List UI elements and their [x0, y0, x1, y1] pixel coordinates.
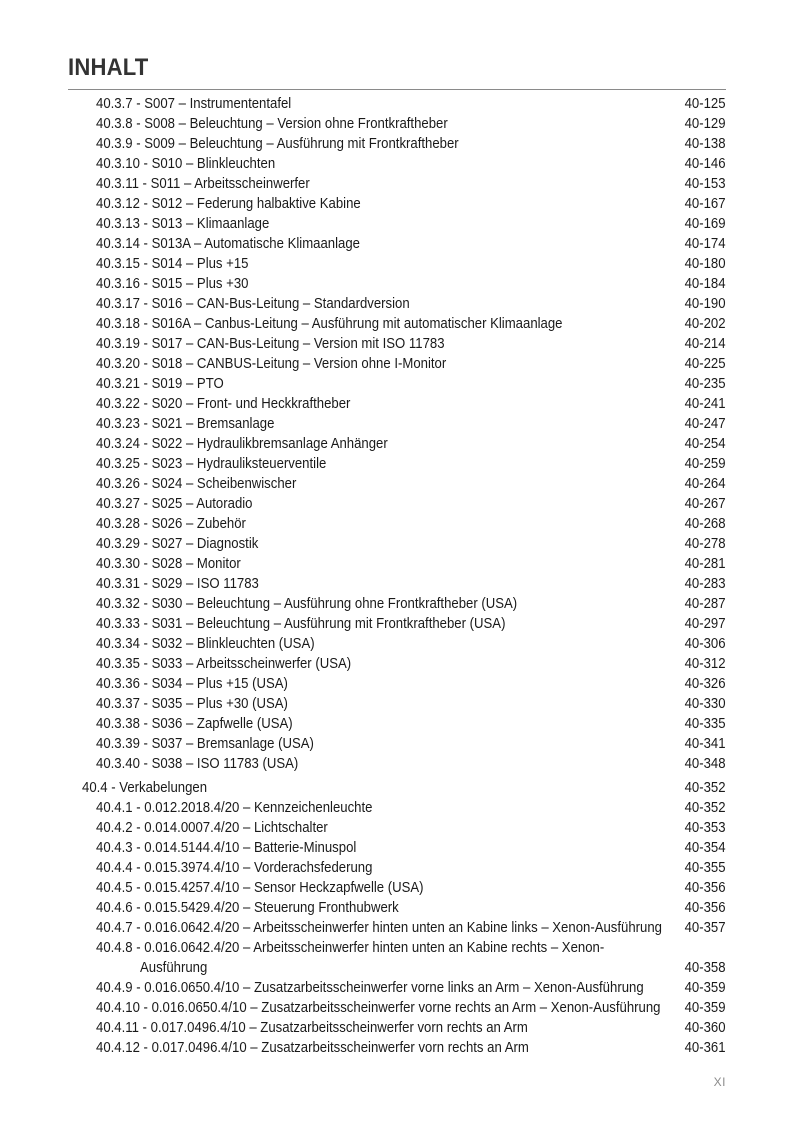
- toc-entry-title: 40.3.37 - S035 – Plus +30 (USA): [96, 696, 288, 712]
- toc-entry[interactable]: [0, 174, 794, 194]
- toc-entry[interactable]: [0, 214, 794, 234]
- toc-entry[interactable]: [0, 878, 794, 898]
- toc-entry-title: 40.3.34 - S032 – Blinkleuchten (USA): [96, 636, 315, 652]
- toc-entry-page: 40-353: [685, 820, 726, 836]
- toc-entry[interactable]: [0, 354, 794, 374]
- toc-entry-page: 40-202: [685, 316, 726, 332]
- toc-entry[interactable]: [0, 494, 794, 514]
- toc-entry[interactable]: [0, 674, 794, 694]
- toc-entry[interactable]: [0, 734, 794, 754]
- title-divider: [68, 89, 726, 90]
- toc-entry-title: 40.4.8 - 0.016.0642.4/20 – Arbeitsscheinwerfer hinten unten an Kabine rechts – Xenon-: [96, 940, 605, 956]
- toc-entry-page: 40-174: [685, 236, 726, 252]
- toc-entry-title: 40.3.28 - S026 – Zubehör: [96, 516, 246, 532]
- toc-entry-page: 40-356: [685, 880, 726, 896]
- toc-entry-title: 40.3.13 - S013 – Klimaanlage: [96, 216, 270, 232]
- toc-entry[interactable]: [0, 254, 794, 274]
- toc-entry[interactable]: [0, 754, 794, 774]
- toc-entry-page: 40-283: [685, 576, 726, 592]
- toc-entry[interactable]: [0, 1038, 794, 1058]
- toc-entry[interactable]: [0, 314, 794, 334]
- toc-entry[interactable]: [0, 194, 794, 214]
- toc-entry[interactable]: [0, 574, 794, 594]
- toc-entry-title: 40.3.29 - S027 – Diagnostik: [96, 536, 259, 552]
- toc-entry[interactable]: [0, 394, 794, 414]
- toc-entry-title: 40.4.5 - 0.015.4257.4/10 – Sensor Heckzapfwelle (USA): [96, 880, 424, 896]
- toc-entry-page: 40-352: [685, 780, 726, 796]
- toc-entry[interactable]: [0, 334, 794, 354]
- toc-entry[interactable]: [0, 554, 794, 574]
- toc-entry-title: 40.3.16 - S015 – Plus +30: [96, 276, 249, 292]
- toc-entry-page: 40-361: [685, 1040, 726, 1056]
- toc-entry[interactable]: [0, 374, 794, 394]
- toc-entry[interactable]: [0, 838, 794, 858]
- toc-entry-title: 40.4 - Verkabelungen: [82, 780, 208, 796]
- toc-entry-title: 40.3.40 - S038 – ISO 11783 (USA): [96, 756, 299, 772]
- toc-entry[interactable]: [0, 534, 794, 554]
- toc-entry-title: 40.3.19 - S017 – CAN-Bus-Leitung – Version mit ISO 11783: [96, 336, 445, 352]
- toc-entry[interactable]: [0, 514, 794, 534]
- toc-entry-page: 40-306: [685, 636, 726, 652]
- toc-entry-title: 40.4.7 - 0.016.0642.4/20 – Arbeitsscheinwerfer hinten unten an Kabine links – Xenon-Ausführung: [96, 920, 662, 936]
- toc-entry-title: 40.4.10 - 0.016.0650.4/10 – Zusatzarbeitsscheinwerfer vorne rechts an Arm – Xenon-Ausführung: [96, 1000, 661, 1016]
- toc-entry-page: 40-335: [685, 716, 726, 732]
- toc-entry-title: 40.3.22 - S020 – Front- und Heckkraftheber: [96, 396, 351, 412]
- toc-entry-page: 40-278: [685, 536, 726, 552]
- toc-entry-title: 40.3.25 - S023 – Hydrauliksteuerventile: [96, 456, 327, 472]
- toc-entry[interactable]: [0, 858, 794, 878]
- toc-entry[interactable]: [0, 918, 794, 938]
- toc-entry[interactable]: [0, 694, 794, 714]
- toc-entry-title: 40.4.11 - 0.017.0496.4/10 – Zusatzarbeitsscheinwerfer vorn rechts an Arm: [96, 1020, 528, 1036]
- toc-entry-page: 40-169: [685, 216, 726, 232]
- toc-entry-title: 40.3.14 - S013A – Automatische Klimaanlage: [96, 236, 360, 252]
- toc-entry-page: 40-241: [685, 396, 726, 412]
- toc-entry-title: 40.3.32 - S030 – Beleuchtung – Ausführung ohne Frontkraftheber (USA): [96, 596, 518, 612]
- toc-entry[interactable]: [0, 654, 794, 674]
- toc-entry-page: 40-167: [685, 196, 726, 212]
- toc-entry-title: 40.3.11 - S011 – Arbeitsscheinwerfer: [96, 176, 310, 192]
- toc-entry-page: 40-312: [685, 656, 726, 672]
- toc-entry[interactable]: [0, 434, 794, 454]
- toc-entry-page: 40-247: [685, 416, 726, 432]
- toc-entry[interactable]: [0, 898, 794, 918]
- toc-entry[interactable]: [0, 594, 794, 614]
- toc-entry-title: 40.3.7 - S007 – Instrumententafel: [96, 96, 292, 112]
- toc-entry-page: 40-358: [685, 960, 726, 976]
- toc-entry-title: 40.4.3 - 0.014.5144.4/10 – Batterie-Minuspol: [96, 840, 357, 856]
- toc-entry-title: 40.3.9 - S009 – Beleuchtung – Ausführung mit Frontkraftheber: [96, 136, 459, 152]
- toc-entry[interactable]: [0, 634, 794, 654]
- toc-entry-page: 40-348: [685, 756, 726, 772]
- toc-entry-title: 40.3.23 - S021 – Bremsanlage: [96, 416, 275, 432]
- toc-entry-title: 40.4.12 - 0.017.0496.4/10 – Zusatzarbeitsscheinwerfer vorn rechts an Arm: [96, 1040, 529, 1056]
- toc-entry-page: 40-354: [685, 840, 726, 856]
- toc-entry-page: 40-352: [685, 800, 726, 816]
- toc-entry-page: 40-153: [685, 176, 726, 192]
- toc-entry-title: 40.4.6 - 0.015.5429.4/20 – Steuerung Fronthubwerk: [96, 900, 399, 916]
- toc-entry-page: 40-267: [685, 496, 726, 512]
- toc-entry-page: 40-326: [685, 676, 726, 692]
- toc-entry-title: 40.3.8 - S008 – Beleuchtung – Version ohne Frontkraftheber: [96, 116, 448, 132]
- toc-entry-title: 40.3.17 - S016 – CAN-Bus-Leitung – Standardversion: [96, 296, 410, 312]
- toc-entry[interactable]: [0, 978, 794, 998]
- toc-entry-page: 40-125: [685, 96, 726, 112]
- toc-entry[interactable]: [0, 294, 794, 314]
- toc-entry-title: 40.4.1 - 0.012.2018.4/20 – Kennzeichenleuchte: [96, 800, 373, 816]
- toc-entry[interactable]: [0, 94, 794, 114]
- toc-entry-title: 40.3.20 - S018 – CANBUS-Leitung – Version ohne I-Monitor: [96, 356, 447, 372]
- toc-entry[interactable]: [0, 414, 794, 434]
- toc-entry[interactable]: [0, 474, 794, 494]
- toc-entry-title: 40.3.21 - S019 – PTO: [96, 376, 224, 392]
- toc-entry-title: 40.4.2 - 0.014.0007.4/20 – Lichtschalter: [96, 820, 328, 836]
- toc-entry-page: 40-355: [685, 860, 726, 876]
- toc-entry-page: 40-254: [685, 436, 726, 452]
- toc-entry[interactable]: [0, 714, 794, 734]
- toc-entry[interactable]: [0, 1018, 794, 1038]
- toc-entry[interactable]: [0, 114, 794, 134]
- toc-entry[interactable]: [0, 938, 794, 958]
- page-number: XI: [713, 1075, 726, 1089]
- toc-entry-page: 40-190: [685, 296, 726, 312]
- toc-entry[interactable]: [0, 818, 794, 838]
- toc-section-entry[interactable]: [0, 778, 794, 798]
- page-title: INHALT: [68, 54, 149, 81]
- toc-entry-page: 40-359: [685, 1000, 726, 1016]
- toc-entry-title: 40.3.24 - S022 – Hydraulikbremsanlage Anhänger: [96, 436, 388, 452]
- toc-entry[interactable]: [0, 998, 794, 1018]
- toc-entry-title: 40.3.10 - S010 – Blinkleuchten: [96, 156, 276, 172]
- toc-entry-title: 40.4.9 - 0.016.0650.4/10 – Zusatzarbeitsscheinwerfer vorne links an Arm – Xenon-Ausführung: [96, 980, 644, 996]
- toc-entry-title: 40.3.35 - S033 – Arbeitsscheinwerfer (USA): [96, 656, 352, 672]
- toc-entry-page: 40-129: [685, 116, 726, 132]
- toc-entry-page: 40-214: [685, 336, 726, 352]
- toc-entry[interactable]: [0, 958, 794, 978]
- toc-entry[interactable]: [0, 234, 794, 254]
- toc-entry-title: 40.3.26 - S024 – Scheibenwischer: [96, 476, 297, 492]
- toc-entry-page: 40-297: [685, 616, 726, 632]
- toc-entry-title: 40.3.27 - S025 – Autoradio: [96, 496, 253, 512]
- toc-entry-page: 40-235: [685, 376, 726, 392]
- toc-entry-page: 40-357: [685, 920, 726, 936]
- toc-entry-page: 40-264: [685, 476, 726, 492]
- toc-entry-page: 40-146: [685, 156, 726, 172]
- toc-entry-title: 40.3.30 - S028 – Monitor: [96, 556, 241, 572]
- toc-entry-page: 40-138: [685, 136, 726, 152]
- toc-entry[interactable]: [0, 134, 794, 154]
- toc-entry-page: 40-259: [685, 456, 726, 472]
- toc-entry-title: 40.3.33 - S031 – Beleuchtung – Ausführung mit Frontkraftheber (USA): [96, 616, 506, 632]
- toc-entry-page: 40-225: [685, 356, 726, 372]
- toc-entry[interactable]: [0, 154, 794, 174]
- toc-entry[interactable]: [0, 454, 794, 474]
- toc-entry-page: 40-287: [685, 596, 726, 612]
- toc-entry-page: 40-341: [685, 736, 726, 752]
- toc-entry-title: 40.3.12 - S012 – Federung halbaktive Kabine: [96, 196, 361, 212]
- toc-entry[interactable]: [0, 798, 794, 818]
- toc-entry-page: 40-359: [685, 980, 726, 996]
- toc-entry-page: 40-268: [685, 516, 726, 532]
- toc-entry-page: 40-360: [685, 1020, 726, 1036]
- toc-entry-page: 40-281: [685, 556, 726, 572]
- toc-entry-page: 40-356: [685, 900, 726, 916]
- toc-entry-title: 40.3.18 - S016A – Canbus-Leitung – Ausführung mit automatischer Klimaanlage: [96, 316, 563, 332]
- toc-entry-page: 40-180: [685, 256, 726, 272]
- toc-entry-title: 40.3.38 - S036 – Zapfwelle (USA): [96, 716, 293, 732]
- toc-entry-title: 40.3.39 - S037 – Bremsanlage (USA): [96, 736, 314, 752]
- toc-entry-page: 40-330: [685, 696, 726, 712]
- toc-entry[interactable]: [0, 614, 794, 634]
- toc-list: [0, 94, 794, 1058]
- toc-entry-title: Ausführung: [140, 960, 208, 976]
- toc-entry-title: 40.3.31 - S029 – ISO 11783: [96, 576, 259, 592]
- toc-entry-title: 40.3.36 - S034 – Plus +15 (USA): [96, 676, 288, 692]
- toc-entry-page: 40-184: [685, 276, 726, 292]
- toc-entry-title: 40.4.4 - 0.015.3974.4/10 – Vorderachsfederung: [96, 860, 373, 876]
- toc-entry[interactable]: [0, 274, 794, 294]
- toc-entry-title: 40.3.15 - S014 – Plus +15: [96, 256, 249, 272]
